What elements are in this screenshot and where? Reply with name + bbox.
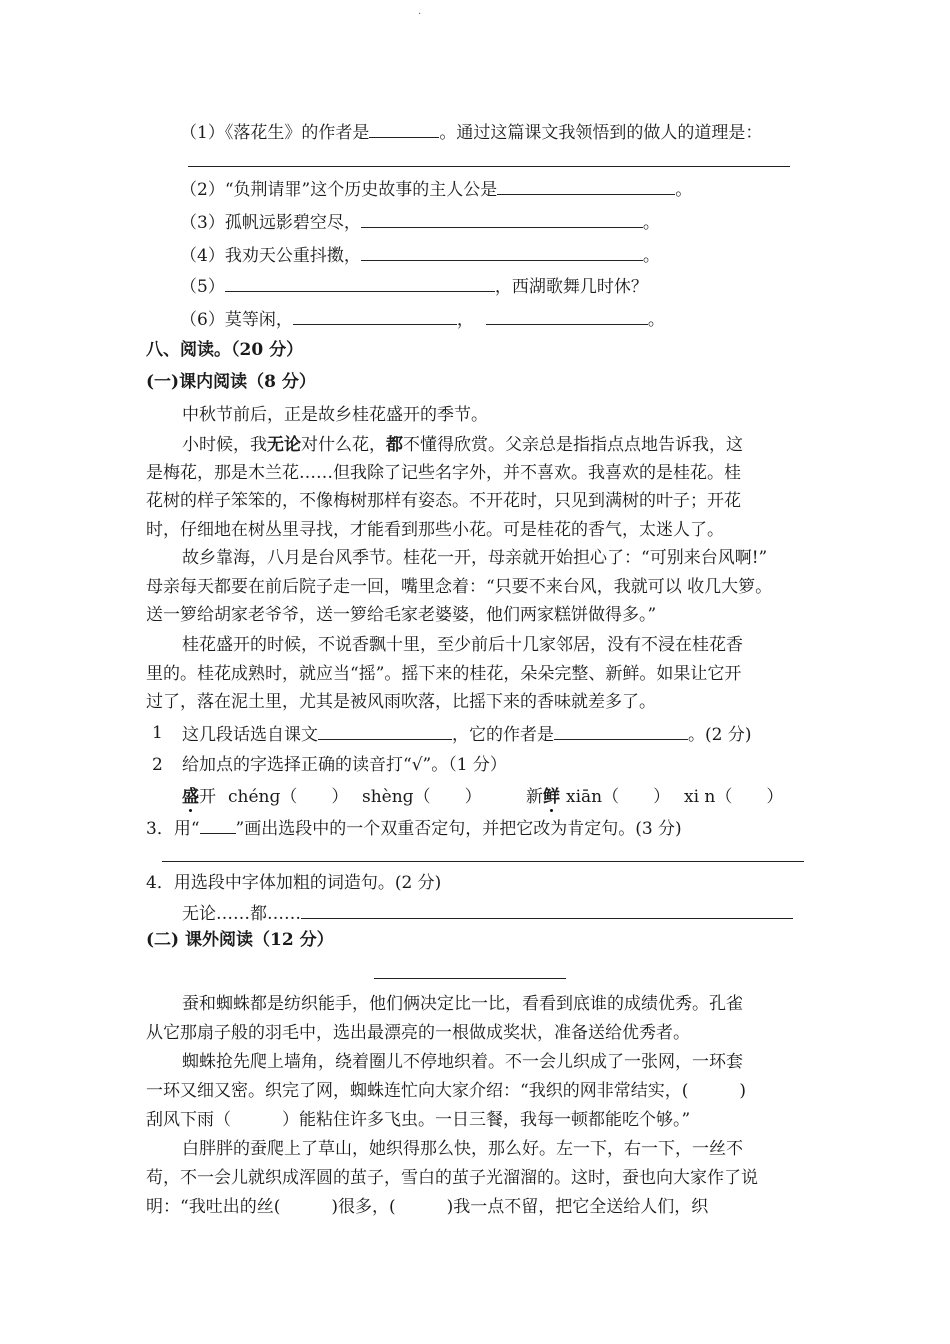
q1-text-a: 这几段话选自课文: [182, 725, 318, 745]
question-2: 给加点的字选择正确的读音打“√”。（1 分）: [182, 755, 507, 775]
extra-reading-title-blank[interactable]: [374, 978, 566, 979]
extra-p2-line-3: 刮风下雨（ ）能粘住许多飞虫。一日三餐，我每一顿都能吃个够。”: [146, 1110, 691, 1130]
q2-word-1: [182, 785, 216, 809]
q2-dotted-char-sheng: 盛: [182, 787, 199, 807]
extra-p3-line-3: 明：“我吐出的丝( )很多，( )我一点不留，把它全送给人们，织: [146, 1197, 709, 1217]
fill-q2-blank[interactable]: [497, 176, 675, 195]
fill-q2-text-a: （2）“负荆请罪”这个历史故事的主人公是: [180, 180, 498, 200]
q4-prompt: [182, 900, 793, 926]
fill-q4: [180, 242, 660, 268]
passage-p2-line-4: 时，仔细地在树丛里寻找，才能看到那些小花。可是桂花的香气，太迷人了。: [146, 520, 724, 540]
header-mark: .: [418, 6, 422, 17]
q2-dotted-char-xian: 鲜: [543, 787, 560, 807]
fill-q1-text-a: （1）《落花生》的作者是: [180, 123, 370, 143]
passage-p4-line-3: 过了，落在泥土里，尤其是被风雨吹落，比摇下来的香味就差多了。: [146, 692, 656, 712]
q2-option-sheng[interactable]: shènɡ（ ）: [362, 787, 482, 807]
q1-text-c: 。(2 分): [688, 725, 752, 745]
q1-text-b: ，它的作者是: [452, 725, 554, 745]
extra-p2-line-1: 蜘蛛抢先爬上墙角，绕着圈儿不停地织着。不一会儿织成了一张网，一环套: [182, 1052, 743, 1072]
passage-p3-line-3: 送一箩给胡家老爷爷，送一箩给毛家老婆婆，他们两家糕饼做得多。”: [146, 605, 657, 625]
fill-q5: [180, 273, 648, 299]
fill-q5-text-a: （5）: [180, 277, 225, 297]
passage-p4-line-1: 桂花盛开的时候，不说香飘十里，至少前后十几家邻居，没有不浸在桂花香: [182, 635, 743, 655]
q3-answer-line[interactable]: [162, 861, 804, 862]
passage-p3-line-2: 母亲每天都要在前后院子走一回，嘴里念着：“只要不来台风，我就可以 收几大箩。: [146, 577, 773, 597]
passage-p1: 中秋节前后，正是故乡桂花盛开的季节。: [182, 405, 488, 425]
p2-text-b: 对什么花，: [301, 435, 386, 455]
passage-p2-line-1: [182, 433, 743, 457]
q4-answer-blank[interactable]: [301, 900, 793, 919]
fill-q4-text-b: 。: [642, 246, 660, 266]
passage-p2-line-3: 花树的样子笨笨的，不像梅树那样有姿态。不开花时，只见到满树的叶子；开花: [146, 491, 741, 511]
fill-q6: [180, 306, 665, 332]
q2-option-cheng[interactable]: chénɡ（ ）: [228, 787, 349, 807]
passage-p4-line-2: 里的。桂花成熟时，就应当“摇”。摇下来的桂花，朵朵完整、新鲜。如果让它开: [146, 664, 742, 684]
passage-p2-line-2: 是梅花，那是木兰花……但我除了记些名字外，并不喜欢。我喜欢的是桂花。桂: [146, 463, 741, 483]
q2-word-2: [526, 785, 560, 809]
q1-blank-author[interactable]: [554, 721, 688, 740]
extra-p3-line-1: 白胖胖的蚕爬上了草山，她织得那么快，那么好。左一下，右一下，一丝不: [182, 1139, 743, 1159]
fill-q6-text-b: ，: [456, 310, 474, 330]
fill-q1-text-b: 。通过这篇课文我领悟到的做人的道理是：: [439, 123, 763, 143]
section-8-title: 八、阅读。（20 分）: [146, 340, 304, 360]
fill-q2: [180, 176, 692, 202]
fill-q1-blank-author[interactable]: [369, 119, 439, 138]
p2-bold-dou: 都: [386, 435, 403, 455]
passage-p3-line-1: 故乡靠海，八月是台风季节。桂花一开，母亲就开始担心了：“可别来台风啊!”: [182, 548, 768, 568]
p2-text-c: 不懂得欣赏。父亲总是指指点点地告诉我，这: [403, 435, 743, 455]
fill-q3-text-b: 。: [642, 213, 660, 233]
fill-q1: [180, 119, 762, 145]
question-1: [182, 721, 751, 747]
q2-option-xian-2[interactable]: xi n（ ）: [684, 787, 784, 807]
extra-p1-line-2: 从它那扇子般的羽毛中，选出最漂亮的一根做成奖状，准备送给优秀者。: [146, 1023, 690, 1043]
fill-q5-text-b: ，西湖歌舞几时休？: [494, 277, 648, 297]
q4-prompt-text: 无论……都……: [182, 904, 301, 924]
question-1-number: 1: [152, 723, 163, 743]
fill-q6-text-a: （6）莫等闲，: [180, 310, 293, 330]
fill-q1-answer-line[interactable]: [188, 166, 790, 167]
q3-wavy-line-sample: [200, 815, 236, 834]
extra-p1-line-1: 蚕和蜘蛛都是纺织能手，他们俩决定比一比，看看到底谁的成绩优秀。孔雀: [182, 994, 743, 1014]
q1-blank-lesson[interactable]: [318, 721, 452, 740]
fill-q6-blank-2[interactable]: [486, 306, 648, 325]
fill-q4-text-a: （4）我劝天公重抖擞，: [180, 246, 361, 266]
q2-word-1-rest: 开: [199, 787, 216, 807]
part-1-title: (一)课内阅读（8 分）: [146, 372, 316, 392]
q3-text-b: ”画出选段中的一个双重否定句，并把它改为肯定句。(3 分): [235, 819, 682, 839]
p2-bold-wulun: 无论: [267, 435, 301, 455]
question-3: [146, 815, 682, 841]
extra-p2-line-2: 一环又细又密。织完了网，蜘蛛连忙向大家介绍：“我织的网非常结实，( ): [146, 1081, 746, 1101]
q2-word-2-pre: 新: [526, 787, 543, 807]
question-2-number: 2: [152, 755, 163, 775]
fill-q6-blank-1[interactable]: [293, 306, 457, 325]
fill-q4-blank[interactable]: [361, 242, 643, 261]
part-2-title: (二) 课外阅读（12 分）: [146, 930, 334, 950]
p2-text-a: 小时候，我: [182, 435, 267, 455]
fill-q3-text-a: （3）孤帆远影碧空尽，: [180, 213, 361, 233]
q3-text-a: 3．用“: [146, 819, 200, 839]
extra-p3-line-2: 苟，不一会儿就织成浑圆的茧子，雪白的茧子光溜溜的。这时，蚕也向大家作了说: [146, 1168, 758, 1188]
fill-q5-blank[interactable]: [225, 273, 495, 292]
fill-q3-blank[interactable]: [361, 209, 643, 228]
question-4: 4．用选段中字体加粗的词造句。(2 分): [146, 873, 442, 893]
fill-q3: [180, 209, 660, 235]
q2-option-xian[interactable]: xiān（ ）: [566, 787, 671, 807]
fill-q2-text-b: 。: [675, 180, 693, 200]
fill-q6-text-c: 。: [647, 310, 665, 330]
